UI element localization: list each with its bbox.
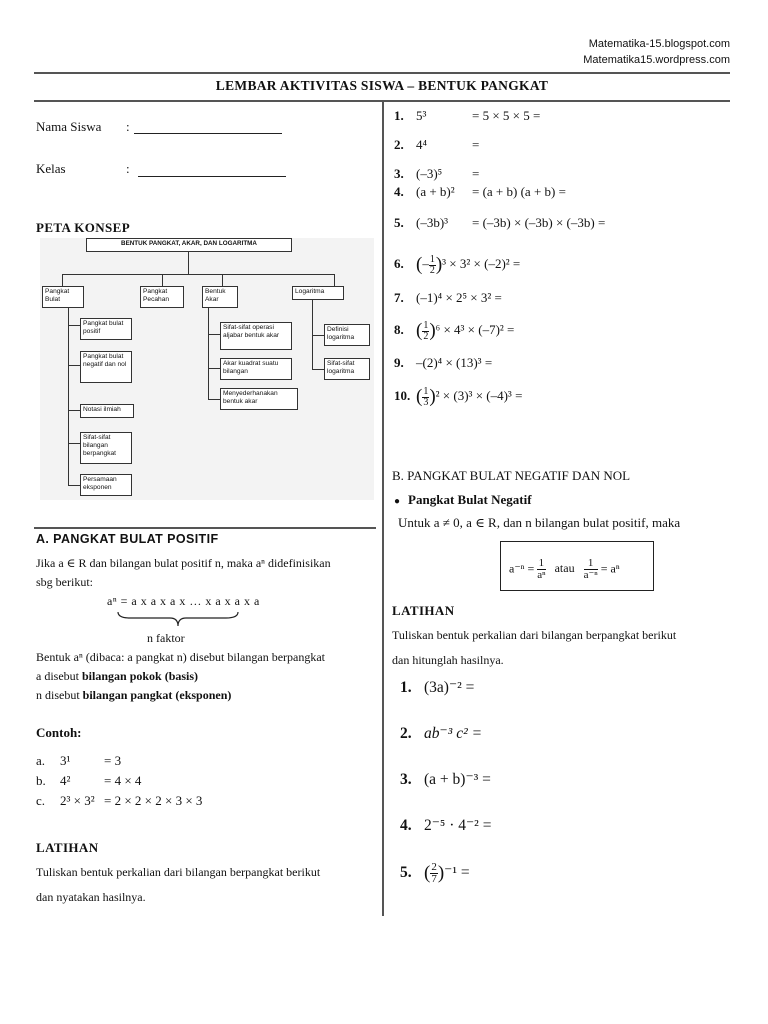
akar-item-1: Sifat-sifat operasi aljabar bentuk akar <box>220 322 292 350</box>
bulat-item-3: Notasi ilmiah <box>80 404 134 418</box>
question-1: 1. 5³ = 5 × 5 × 5 = <box>394 108 541 123</box>
column-divider <box>382 102 384 916</box>
question-8: 8. ( $\frac{1}{2}$ )⁶ × 4³ × (–7)² = <box>394 319 515 342</box>
section-a-heading: A. PANGKAT BULAT POSITIF <box>36 532 219 546</box>
source-url-1: Matematika-15.blogspot.com <box>588 38 730 50</box>
top-rule <box>34 72 730 74</box>
bulat-item-1: Pangkat bulat positif <box>80 318 132 340</box>
n-factor-label: n faktor <box>147 631 185 645</box>
example-b: b. 4² = 4 × 4 <box>36 773 142 788</box>
section-a-practice-heading: LATIHAN <box>36 840 99 855</box>
concept-map-heading: PETA KONSEP <box>36 220 131 235</box>
class-sep: : <box>126 161 130 176</box>
section-a-desc-2: a disebut bilangan pokok (basis) <box>36 669 199 683</box>
practice-b-5: 5. ( $\frac{2}{7}$ )⁻¹ = <box>400 861 470 885</box>
source-url-2: Matematika15.wordpress.com <box>583 54 730 66</box>
page-title: LEMBAR AKTIVITAS SISWA – BENTUK PANGKAT <box>215 78 549 93</box>
bulat-item-4: Sifat-sifat bilangan berpangkat <box>80 432 132 464</box>
example-c: c. 2³ × 3² = 2 × 2 × 2 × 3 × 3 <box>36 793 203 808</box>
branch-bentuk-akar: Bentuk Akar <box>202 286 238 308</box>
concept-map <box>40 238 374 500</box>
definition-formula: aⁿ = a x a x a x … x a x a x a <box>107 594 260 608</box>
branch-logaritma: Logaritma <box>292 286 344 300</box>
class-label: Kelas <box>36 161 66 176</box>
practice-b-1: 1. (3a)⁻² = <box>400 679 475 696</box>
concept-root: BENTUK PANGKAT, AKAR, DAN LOGARITMA <box>86 238 292 252</box>
practice-b-3: 3. (a + b)⁻³ = <box>400 771 491 788</box>
name-sep: : <box>126 119 130 134</box>
section-a-intro-1: Jika a ∈ R dan bilangan bulat positif n, maka aⁿ didefinisikan <box>36 556 331 570</box>
question-9: 9. –(2)⁴ × (13)³ = <box>394 355 493 370</box>
section-b-practice-heading: LATIHAN <box>392 603 455 618</box>
question-2: 2. 4⁴ = <box>394 137 480 152</box>
bulat-item-5: Persamaan eksponen <box>80 474 132 496</box>
negative-exponent-formula: a⁻ⁿ = $\frac{1}{\text{aⁿ}}$ atau $\frac{1}{\text{a⁻ⁿ}}$ = aⁿ <box>500 541 654 591</box>
question-4: 4. (a + b)² = (a + b) (a + b) = <box>394 184 566 199</box>
section-a-desc-3: n disebut bilangan pangkat (eksponen) <box>36 688 232 702</box>
section-a-desc-1: Bentuk aⁿ (dibaca: a pangkat n) disebut bilangan berpangkat <box>36 650 326 664</box>
section-a-practice-text-2: dan nyatakan hasilnya. <box>36 890 146 904</box>
example-a: a. 3¹ = 3 <box>36 753 122 768</box>
section-b-condition: Untuk a ≠ 0, a ∈ R, dan n bilangan bulat positif, maka <box>398 515 681 530</box>
question-6: 6. (– $\frac{1}{2}$ )³ × 3² × (–2)² = <box>394 253 521 276</box>
section-b-practice-text-1: Tuliskan bentuk perkalian dari bilangan berpangkat berikut <box>392 628 677 642</box>
section-a-practice-text-1: Tuliskan bentuk perkalian dari bilangan berpangkat berikut <box>36 865 321 879</box>
underbrace <box>116 610 240 630</box>
section-b-bullet: ● Pangkat Bulat Negatif <box>394 492 532 507</box>
question-7: 7. (–1)⁴ × 2⁵ × 3² = <box>394 290 502 305</box>
section-b-heading: B. PANGKAT BULAT NEGATIF DAN NOL <box>392 468 631 483</box>
practice-b-2: 2. ab⁻³ c² = <box>400 725 483 742</box>
branch-pangkat-bulat: Pangkat Bulat <box>42 286 84 308</box>
branch-pangkat-pecahan: Pangkat Pecahan <box>140 286 184 308</box>
akar-item-2: Akar kuadrat suatu bilangan <box>220 358 292 380</box>
name-label: Nama Siswa <box>36 119 102 134</box>
log-item-1: Definisi logaritma <box>324 324 370 346</box>
bulat-item-2: Pangkat bulat negatif dan nol <box>80 351 132 383</box>
name-field[interactable] <box>134 118 282 134</box>
question-10: 10. ( $\frac{1}{3}$ )² × (3)³ × (–4)³ = <box>394 385 523 408</box>
class-field[interactable] <box>138 161 286 177</box>
practice-b-4: 4. 2⁻⁵ · 4⁻² = <box>400 817 492 834</box>
akar-item-3: Menyederhanakan bentuk akar <box>220 388 298 410</box>
section-b-practice-text-2: dan hitunglah hasilnya. <box>392 653 504 667</box>
section-a-rule <box>34 527 376 529</box>
question-3: 3. (–3)⁵ = <box>394 166 480 181</box>
log-item-2: Sifat-sifat logaritma <box>324 358 370 380</box>
section-a-intro-2: sbg berikut: <box>36 575 93 589</box>
question-5: 5. (–3b)³ = (–3b) × (–3b) × (–3b) = <box>394 215 606 230</box>
example-heading: Contoh: <box>36 725 82 740</box>
